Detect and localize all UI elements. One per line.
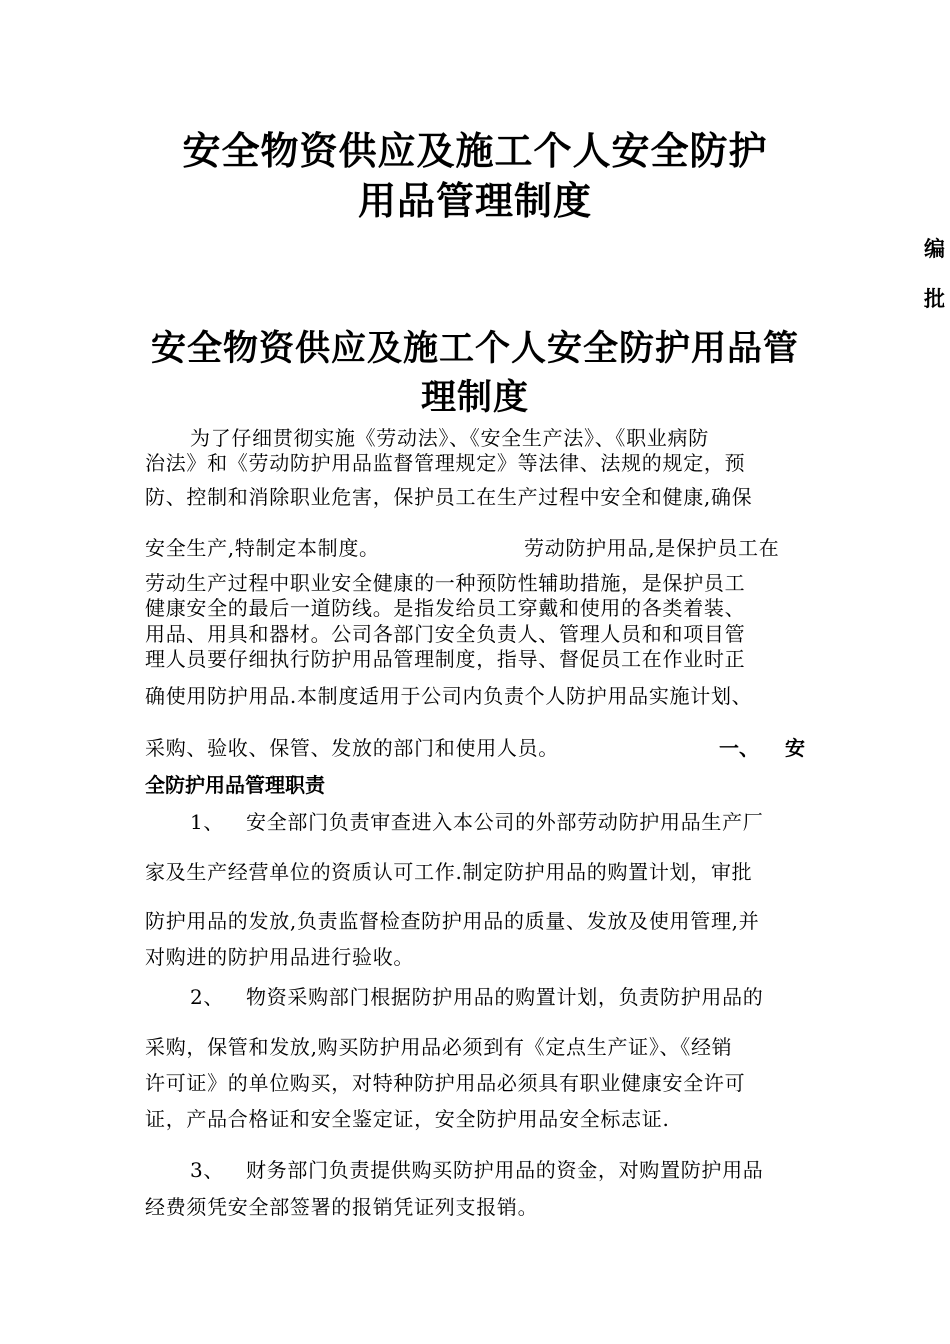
item-1-number: 1、 <box>190 810 225 834</box>
section-1-number: 一、 <box>719 736 759 760</box>
item-3-line-1: 财务部门负责提供购买防护用品的资金，对购置防护用品 <box>246 1158 764 1182</box>
intro-line-1: 为了仔细贯彻实施《劳动法》、《安全生产法》、《职业病防 <box>190 426 709 450</box>
intro-line-9: 确使用防护用品.本制度适用于公司内负责个人防护用品实施计划、 <box>145 684 753 708</box>
item-2-line-1: 物资采购部门根据防护用品的购置计划，负责防护用品的 <box>246 985 764 1009</box>
intro-line-4: 安全生产,特制定本制度。 <box>145 536 380 560</box>
cover-title-line-1: 安全物资供应及施工个人安全防护 <box>182 129 768 173</box>
item-1-line-2: 家及生产经营单位的资质认可工作.制定防护用品的购置计划，审批 <box>145 860 753 884</box>
intro-line-6: 健康安全的最后一道防线。是指发给员工穿戴和使用的各类着装、 <box>145 596 746 620</box>
item-3-number: 3、 <box>190 1158 225 1182</box>
intro-line-7: 用品、用具和器材。公司各部门安全负责人、管理人员和和项目管 <box>145 622 746 646</box>
item-1-line-3: 防护用品的发放,负责监督检查防护用品的质量、发放及使用管理,并 <box>145 909 760 933</box>
intro-line-5: 劳动生产过程中职业安全健康的一种预防性辅助措施，是保护员工 <box>145 571 746 595</box>
doc-title-line-1: 安全物资供应及施工个人安全防护用品管 <box>150 328 799 369</box>
intro-line-4b: 劳动防护用品,是保护员工在 <box>524 536 780 560</box>
side-label-approve: 批 <box>924 287 945 311</box>
section-1-title-part1: 安 <box>785 736 805 760</box>
item-2-line-3: 许可证》的单位购买，对特种防护用品必须具有职业健康安全许可 <box>145 1071 746 1095</box>
intro-line-3: 防、控制和消除职业危害，保护员工在生产过程中安全和健康,确保 <box>145 485 753 509</box>
intro-line-8: 理人员要仔细执行防护用品管理制度，指导、督促员工在作业时正 <box>145 647 746 671</box>
doc-title-line-2: 理制度 <box>420 377 529 418</box>
intro-line-10: 采购、验收、保管、发放的部门和使用人员。 <box>145 736 559 760</box>
item-2-line-4: 证，产品合格证和安全鉴定证，安全防护用品安全标志证. <box>145 1107 670 1131</box>
item-1-line-1: 安全部门负责审查进入本公司的外部劳动防护用品生产厂 <box>246 810 764 834</box>
item-2-number: 2、 <box>190 985 225 1009</box>
cover-title-line-2: 用品管理制度 <box>357 179 592 223</box>
item-3-line-2: 经费须凭安全部签署的报销凭证列支报销。 <box>145 1195 539 1219</box>
side-label-compile: 编 <box>924 237 945 261</box>
intro-line-2: 治法》和《劳动防护用品监督管理规定》等法律、法规的规定，预 <box>145 451 746 475</box>
section-1-title-part2: 全防护用品管理职责 <box>145 773 325 797</box>
item-1-line-4: 对购进的防护用品进行验收。 <box>145 945 415 969</box>
item-2-line-2: 采购，保管和发放,购买防护用品必须到有《定点生产证》、《经销 <box>145 1035 733 1059</box>
